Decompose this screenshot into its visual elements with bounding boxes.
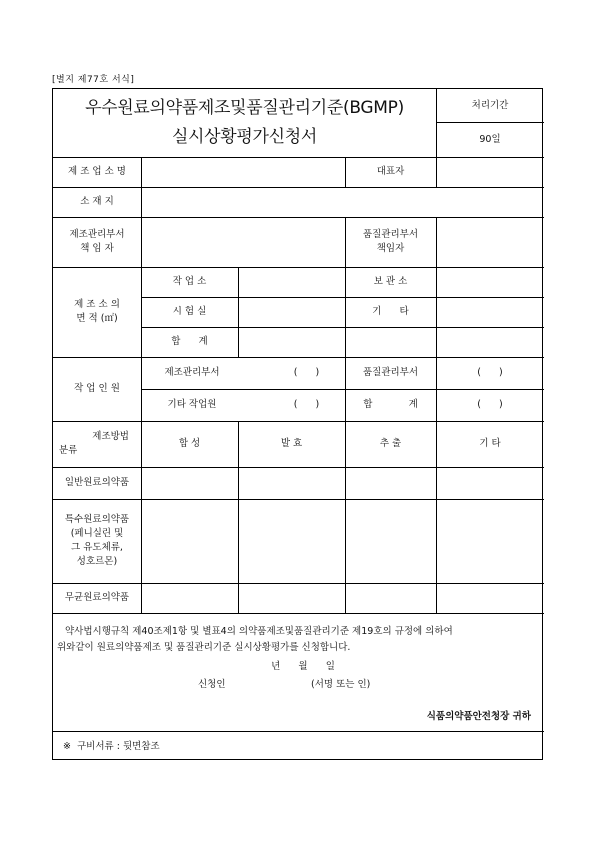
method-label: 제조방법 분류 bbox=[59, 431, 129, 456]
lab-area-field[interactable] bbox=[238, 297, 345, 327]
mfg-manager-field[interactable] bbox=[141, 217, 345, 267]
other-workers-label: 기타 작업원 bbox=[167, 399, 217, 411]
general-api-label: 일반원료의약품 bbox=[64, 477, 130, 489]
addressee: 식품의약품안전청장 귀하 bbox=[426, 711, 531, 722]
mfg-manager-label: 제조관리부서 책 임 자 bbox=[69, 229, 125, 254]
sterile-synthesis-cell[interactable] bbox=[141, 583, 238, 613]
storage-area-field[interactable] bbox=[436, 267, 544, 297]
general-other-cell[interactable] bbox=[436, 467, 544, 499]
sterile-api-label: 무균원료의약품 bbox=[64, 592, 130, 604]
processing-period-label: 처리기간 bbox=[471, 99, 509, 111]
other-area-field[interactable] bbox=[436, 297, 544, 327]
mfg-dept-workers-count[interactable]: ( ) bbox=[293, 367, 320, 379]
workshop-label: 작 업 소 bbox=[172, 276, 207, 288]
total-area-label: 합 계 bbox=[171, 336, 208, 348]
total-area-field[interactable] bbox=[238, 327, 345, 357]
special-other-cell[interactable] bbox=[436, 499, 544, 583]
workers-label: 작 업 인 원 bbox=[74, 383, 120, 395]
total-area-field-right[interactable] bbox=[345, 327, 544, 357]
sterile-fermentation-cell[interactable] bbox=[238, 583, 345, 613]
qc-dept-workers-count[interactable]: ( ) bbox=[477, 367, 503, 379]
representative-field[interactable] bbox=[436, 157, 544, 187]
form-title bbox=[53, 89, 436, 157]
processing-period-value: 90일 bbox=[479, 133, 501, 145]
special-extraction-cell[interactable] bbox=[345, 499, 436, 583]
storage-label: 보 관 소 bbox=[373, 276, 408, 288]
form-title-line1: 우수원료의약품제조및품질관리기준(BGMP) bbox=[85, 98, 404, 119]
representative-label: 대표자 bbox=[376, 166, 405, 178]
location-field[interactable] bbox=[141, 187, 544, 217]
general-fermentation-cell[interactable] bbox=[238, 467, 345, 499]
manufacturer-name-label: 제 조 업 소 명 bbox=[68, 166, 126, 178]
other-workers-count[interactable]: ( ) bbox=[293, 399, 320, 411]
signature-note[interactable]: (서명 또는 인) bbox=[311, 679, 371, 690]
method-synthesis-header: 합 성 bbox=[178, 438, 201, 450]
form-number: [별지 제77호 서식] bbox=[52, 75, 135, 85]
workshop-area-field[interactable] bbox=[238, 267, 345, 297]
mfg-dept-workers-label: 제조관리부서 bbox=[164, 367, 220, 379]
special-fermentation-cell[interactable] bbox=[238, 499, 345, 583]
attachment-note: ※ 구비서류 : 뒷면참조 bbox=[63, 741, 160, 752]
method-fermentation-header: 발 효 bbox=[280, 438, 303, 450]
total-workers-label: 합 계 bbox=[363, 399, 418, 411]
sterile-other-cell[interactable] bbox=[436, 583, 544, 613]
special-synthesis-cell[interactable] bbox=[141, 499, 238, 583]
location-label: 소 재 지 bbox=[80, 196, 114, 208]
application-form bbox=[52, 88, 543, 760]
applicant-label: 신청인 bbox=[198, 679, 226, 690]
qc-dept-workers-label: 품질관리부서 bbox=[362, 367, 419, 379]
sterile-extraction-cell[interactable] bbox=[345, 583, 436, 613]
special-api-label: 특수원료의약품 (페니실린 및 그 유도체류, 성호르몬) bbox=[64, 514, 130, 567]
declaration-line2: 위와같이 원료의약품제조 및 품질관리기준 실시상황평가를 신청합니다. bbox=[57, 642, 351, 653]
lab-label: 시 험 실 bbox=[172, 306, 207, 318]
general-extraction-cell[interactable] bbox=[345, 467, 436, 499]
form-title-line2: 실시상황평가신청서 bbox=[171, 127, 318, 147]
general-synthesis-cell[interactable] bbox=[141, 467, 238, 499]
declaration-line1: 약사법시행규칙 제40조제1항 및 별표4의 의약품제조및품질관리기준 제19호의 규정에 의하여 bbox=[65, 626, 453, 637]
total-workers-count[interactable]: ( ) bbox=[477, 399, 503, 411]
other-area-label: 기 타 bbox=[372, 306, 409, 318]
method-other-header: 기 타 bbox=[479, 438, 501, 450]
qc-manager-label: 품질관리부서 책임자 bbox=[362, 229, 419, 254]
application-date[interactable]: 년 월 일 bbox=[271, 661, 335, 672]
area-label: 제 조 소 의 면 적 (㎡) bbox=[74, 299, 120, 324]
method-extraction-header: 추 출 bbox=[379, 438, 402, 450]
qc-manager-field[interactable] bbox=[436, 217, 544, 267]
manufacturer-name-field[interactable] bbox=[141, 157, 345, 187]
